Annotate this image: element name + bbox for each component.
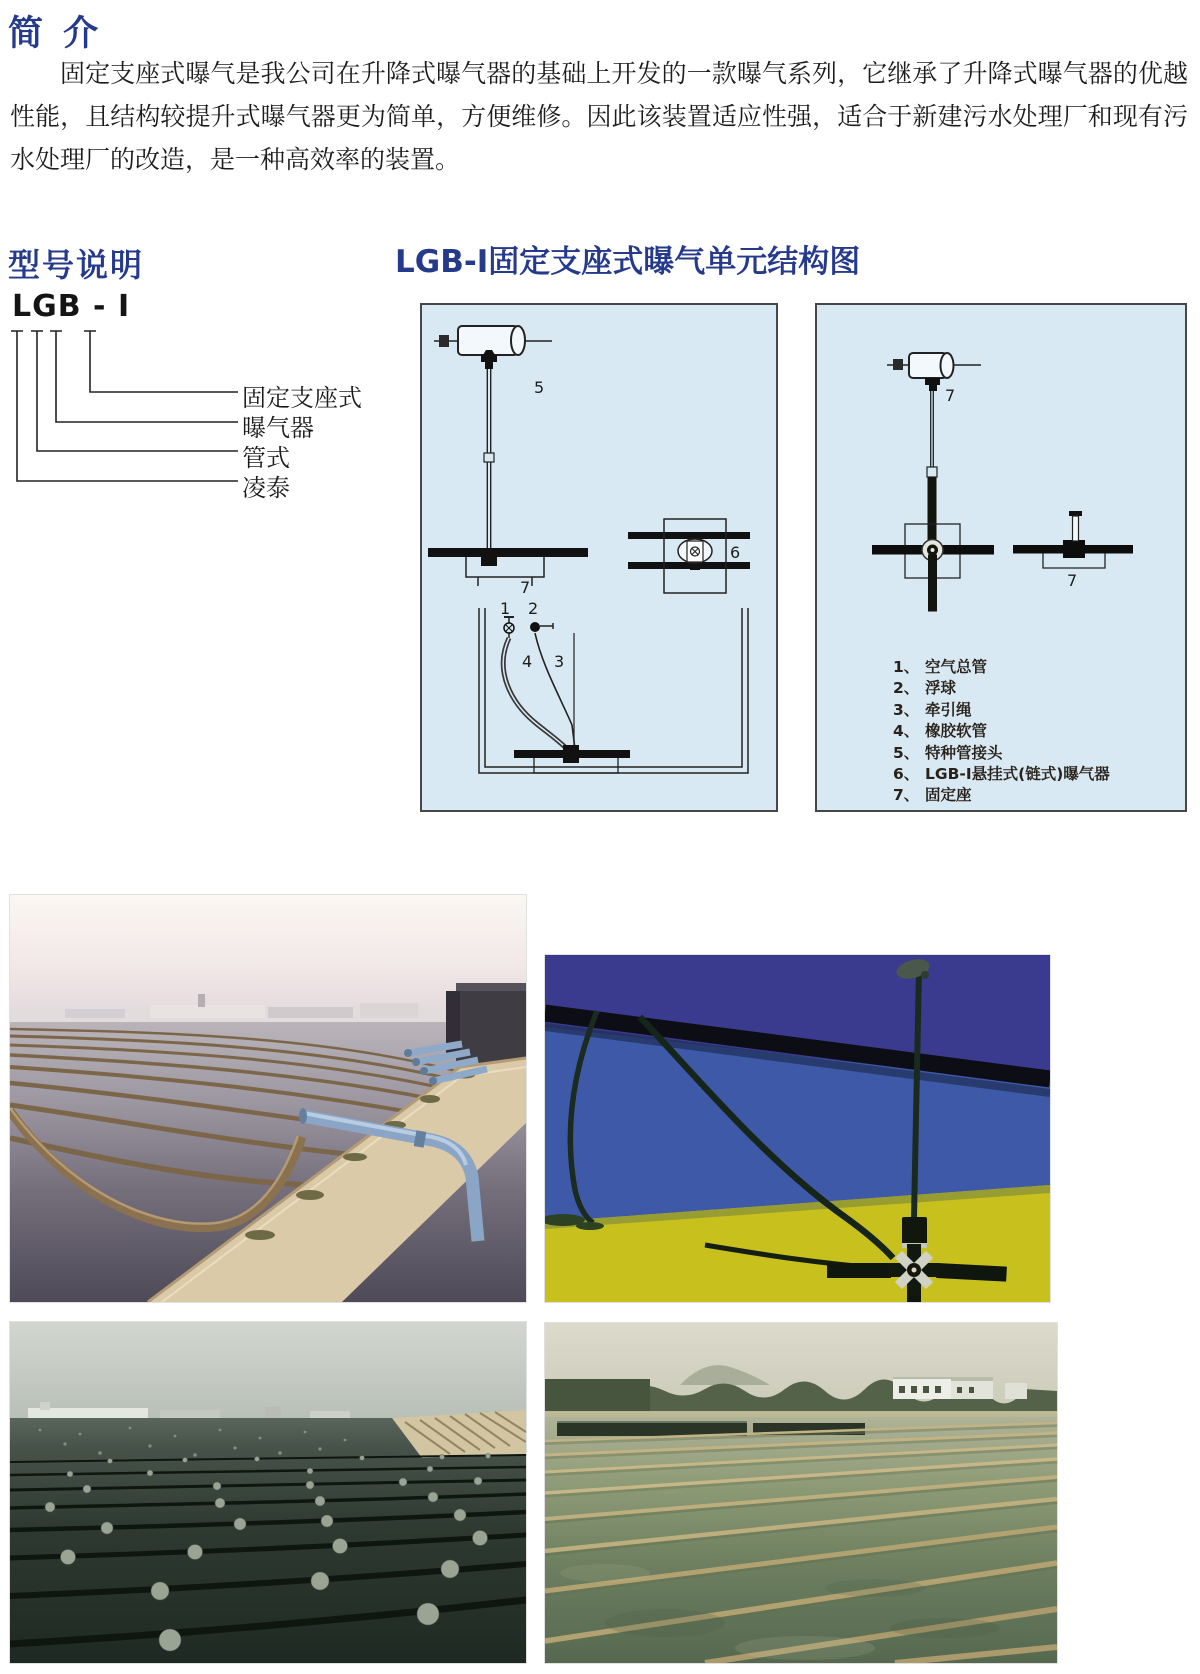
legend-item: 6、 LGB-I悬挂式(链式)曝气器 <box>893 765 1110 784</box>
intro-title: 简 介 <box>8 14 103 54</box>
model-label-fixed-support: 固定支座式 <box>242 384 362 412</box>
tank-outer-wall <box>479 608 748 773</box>
label-4: 4 <box>522 652 533 671</box>
fixed-seat-block <box>1063 540 1085 558</box>
photo-aeration-field <box>545 1323 1057 1663</box>
legend-item: 3、 牵引绳 <box>893 700 972 719</box>
legend-item: 1、 空气总管 <box>893 658 988 676</box>
fixed-seat-bracket <box>466 557 544 577</box>
label-7-top: 7 <box>945 386 956 405</box>
photo-aeration-basin-pipes <box>10 895 526 1302</box>
special-joint <box>481 355 497 362</box>
reeds <box>545 1379 650 1413</box>
label-7: 7 <box>520 578 531 597</box>
diagram-suspended-unit-drawing <box>422 305 776 810</box>
legend-item: 5、 特种管接头 <box>893 743 1003 762</box>
label-6: 6 <box>730 543 741 562</box>
legend-item: 4、 橡胶软管 <box>893 722 988 741</box>
structure-title: LGB-I固定支座式曝气单元结构图 <box>395 244 861 280</box>
model-label-tube: 管式 <box>242 444 290 472</box>
traction-rope <box>535 633 575 749</box>
label-7-right: 7 <box>1067 571 1078 590</box>
photo-basin-float-lines <box>10 1322 526 1663</box>
diagram-legend <box>893 657 1110 807</box>
model-section-title: 型号说明 <box>8 246 145 284</box>
valve-icon <box>439 335 449 347</box>
label-2: 2 <box>528 599 539 618</box>
model-code: LGB - I <box>12 289 131 324</box>
model-connector-lines <box>0 320 250 495</box>
fixed-seat-joint <box>925 378 940 385</box>
photo-submerged-aerator-unit <box>545 955 1050 1302</box>
label-5: 5 <box>534 378 545 397</box>
diagram-suspended-unit <box>420 303 778 812</box>
intro-paragraph: 固定支座式曝气是我公司在升降式曝气器的基础上开发的一款曝气系列，它继承了升降式曝气器的优越性能，且结构较提升式曝气器更为简单，方便维修。因此该装置适应性强，适合于新建污水处理厂和现有污水处理厂的改造，是一种高效率的装置。 <box>10 59 1188 174</box>
tank-inner-wall <box>485 608 742 767</box>
aerator-bar <box>428 548 588 557</box>
label-3: 3 <box>554 652 565 671</box>
valve-icon <box>893 359 903 370</box>
legend-item: 7、 固定座 <box>893 786 972 805</box>
legend-item: 2、 浮球 <box>893 679 957 698</box>
float-ball <box>530 622 540 632</box>
diagram-fixed-seat-unit <box>815 303 1187 812</box>
model-label-aerator: 曝气器 <box>242 414 314 442</box>
label-1: 1 <box>500 599 511 618</box>
model-label-brand: 凌泰 <box>242 474 290 502</box>
